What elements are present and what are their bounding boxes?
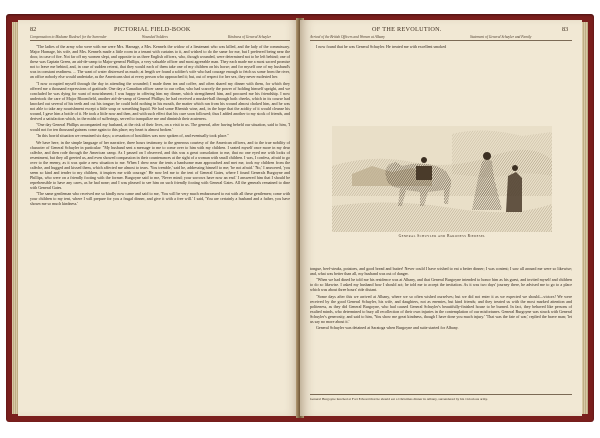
paragraph: "When we had dined he told me his residence was at Albany, and that General Burgoyne intended to honor him as his guest, and invited myself and children to do so likewise. I asked my husband how I should act; he told me to accept the invitation. As it was two days' journey there, he advised me to go to a place which was about three hours' ride distant. — [310, 277, 572, 293]
left-page-number: 82 — [30, 26, 37, 33]
left-body-text — [30, 44, 290, 408]
footnote: General Burgoyne lunched at Fort Edward that he should eat a Christmas dinner in Albany, surrendered by his victorious army. — [310, 397, 488, 401]
right-subhead-2: Statement of General Schuyler and Family — [470, 35, 532, 39]
paragraph: General Schuyler was detained at Saratoga when Burgoyne and suite started for Albany. — [316, 325, 459, 331]
paragraph: tongue, beef-steaks, potatoes, and good bread and butter! Never could I have wished to eat a better dinner; I was content; I saw all around me were so likewise; and, what was better than all, my husband was out of danger. — [310, 266, 572, 277]
left-subhead-2: Wounded Soldiers — [142, 35, 168, 39]
paragraph: I now found that he was General Schuyler. He treated me with excellent smoked — [316, 44, 447, 49]
left-subhead-3: Kindness of General Schuyler — [228, 35, 272, 39]
paragraph: "The same gentleman who received me so kindly now came and said to me, 'You will be very much embarrassed to eat with all these gentlemen; come with your children to my tent, where I will prepare for you a frugal dinner, and give it with a free will.' I said, 'You are certainly a husband and a father, you have shown me so much kindness.' — [30, 191, 290, 207]
left-page — [18, 20, 300, 416]
paragraph: "In this horrid situation we remained six days; a cessation of hostilities was now spoken of, and eventually took place." — [36, 133, 229, 139]
right-intro-text — [310, 44, 572, 50]
right-page-number: 83 — [562, 26, 569, 33]
right-running-head: OF THE REVOLUTION. — [372, 26, 442, 33]
left-header-rule — [30, 40, 290, 41]
paragraph: "Some days after this we arrived at Albany, where we so often wished ourselves; but we did not enter it as we expected we should—victors! We were received by the good General Schuyler, his wife, and daughters, not as enemies, but kind friends; and they treated us with the most marked attention and politeness, as they did General Burgoyne, who had caused General Schuyler's beautifully-finished house to be burned. In fact, they behaved like persons of exalted minds, who determined to bury all recollection of their own injuries in the contemplation of our misfortunes. General Burgoyne was struck with General Schuyler's generosity, and said to him, 'You show me great kindness, though I have done you much injury.' 'That was the fate of war,' replied the brave man; 'let us say no more about it.' — [310, 293, 572, 324]
left-running-head: PICTORIAL FIELD-BOOK — [114, 26, 191, 33]
right-header-rule — [310, 40, 572, 41]
engraving-illustration — [332, 126, 552, 232]
paragraph: "The ladies of the army who were with me were Mrs. Harnage, a Mrs. Kennels the widow of a lieutenant who was killed, and the lady of the commissary. Major Harnage, his wife, and Mrs. Kennels made a little room in a tenant with curtains to it, and wished to do the same for me, but I preferred being near the door, in case of fire. Not far off my women slept, and opposite to us three English officers, who, though wounded, were determined not to be left behind; one of these was Captain Green, an aid-de-camp to Major-general Phillips, a very valuable officer and most agreeable man. They each made me a most sacred promise not to leave me behind, and, in case of sudden retreat, that they would each of them take one of my children on his horse; and for myself one of my husband's was in constant readiness. ... The want of water distressed us much; at length we found a soldier's wife who had courage enough to fetch us some from the river, an office nobody else would undertake, as the Americans shot at every person who approached it; but, out of respect for her sex, they never molested her. — [30, 44, 290, 80]
left-subhead-1: Compensation to Madame Riedesel for the Surrender — [30, 35, 107, 39]
page-edges-right — [582, 22, 588, 414]
footnote-rule — [310, 394, 572, 395]
paragraph: "I now occupied myself through the day in attending the wounded; I made them tea and coffee, and often shared my dinner with them, for which they offered me a thousand expressions of gratitude. One day a Canadian officer came to our cellar, who had scarcely the power of holding himself upright, and we concluded he was dying for want of nourishment; I was happy in offering him my dinner, which strengthened him, and procured me his friendship. I now undertook the care of Major Bloomfield, another aid-de-camp of General Phillips; he had received a musket-ball through both cheeks, which in its course had knocked out several of his teeth and cut his tongue; he could hold nothing in his mouth, the matter which ran from his wound almost choked him, and he was not able to take any nourishment except a little soup or something liquid. We had some Rhenish wine, and, in the hope that the acidity of it would cleanse his wound, I gave him a bottle of it. He took a little now and then, and with such effect that his cure soon followed; thus I added another to my stock of friends, and derived a satisfaction which, in the midst of sufferings, served to tranquilize me and diminish their acuteness. — [30, 80, 290, 121]
paragraph: "One day General Phillips accompanied my husband, at the risk of their lives, on a visit to us. The general, after having beheld our situation, said to him, 'I would not for ten thousand guineas come again to this place; my heart is almost broken.' — [30, 122, 290, 133]
paragraph: We have here, in the simple language of her narrative, three hours testimony to the generous courtesy of the American officers, and to the true nobility of character of General Schuyler in particular: "My husband sent a message to me to come over to him with my children. I seated myself once more in my dear calèche, and then rode through the American camp. As I passed on I observed, and this was a great consolation to me, that no one eyed me with looks of resentment, but they all greeted us, and even showed compassion in their countenances at the sight of a woman with small children. I was, I confess, afraid to go over to the enemy, as it was quite a new situation to me. When I drew near the tents a handsome man approached and met me, took my children from the calèche, and hugged and kissed them, which affected me almost to tears. 'You tremble,' said he, addressing himself to me; 'be not afraid.' 'No,' I answered, 'you seem so kind and tender to my children, it inspires me with courage.' He now led me to the tent of General Gates, where I found Generals Burgoyne and Phillips, who were on a friendly footing with the former. Burgoyne said to me, 'Never mind; your sorrows have now an end.' I answered him that I should be reprehensible to have any cares, as he had none; and I was pleased to see him on such friendly footing with General Gates. All the generals remained to dine with General Gates. — [30, 139, 290, 191]
engraving-caption: General Schuyler and Baroness Riedesel — [398, 234, 486, 238]
right-body-text — [310, 266, 572, 390]
right-subhead-1: Arrival of the British Officers and Women at Albany — [310, 35, 385, 39]
